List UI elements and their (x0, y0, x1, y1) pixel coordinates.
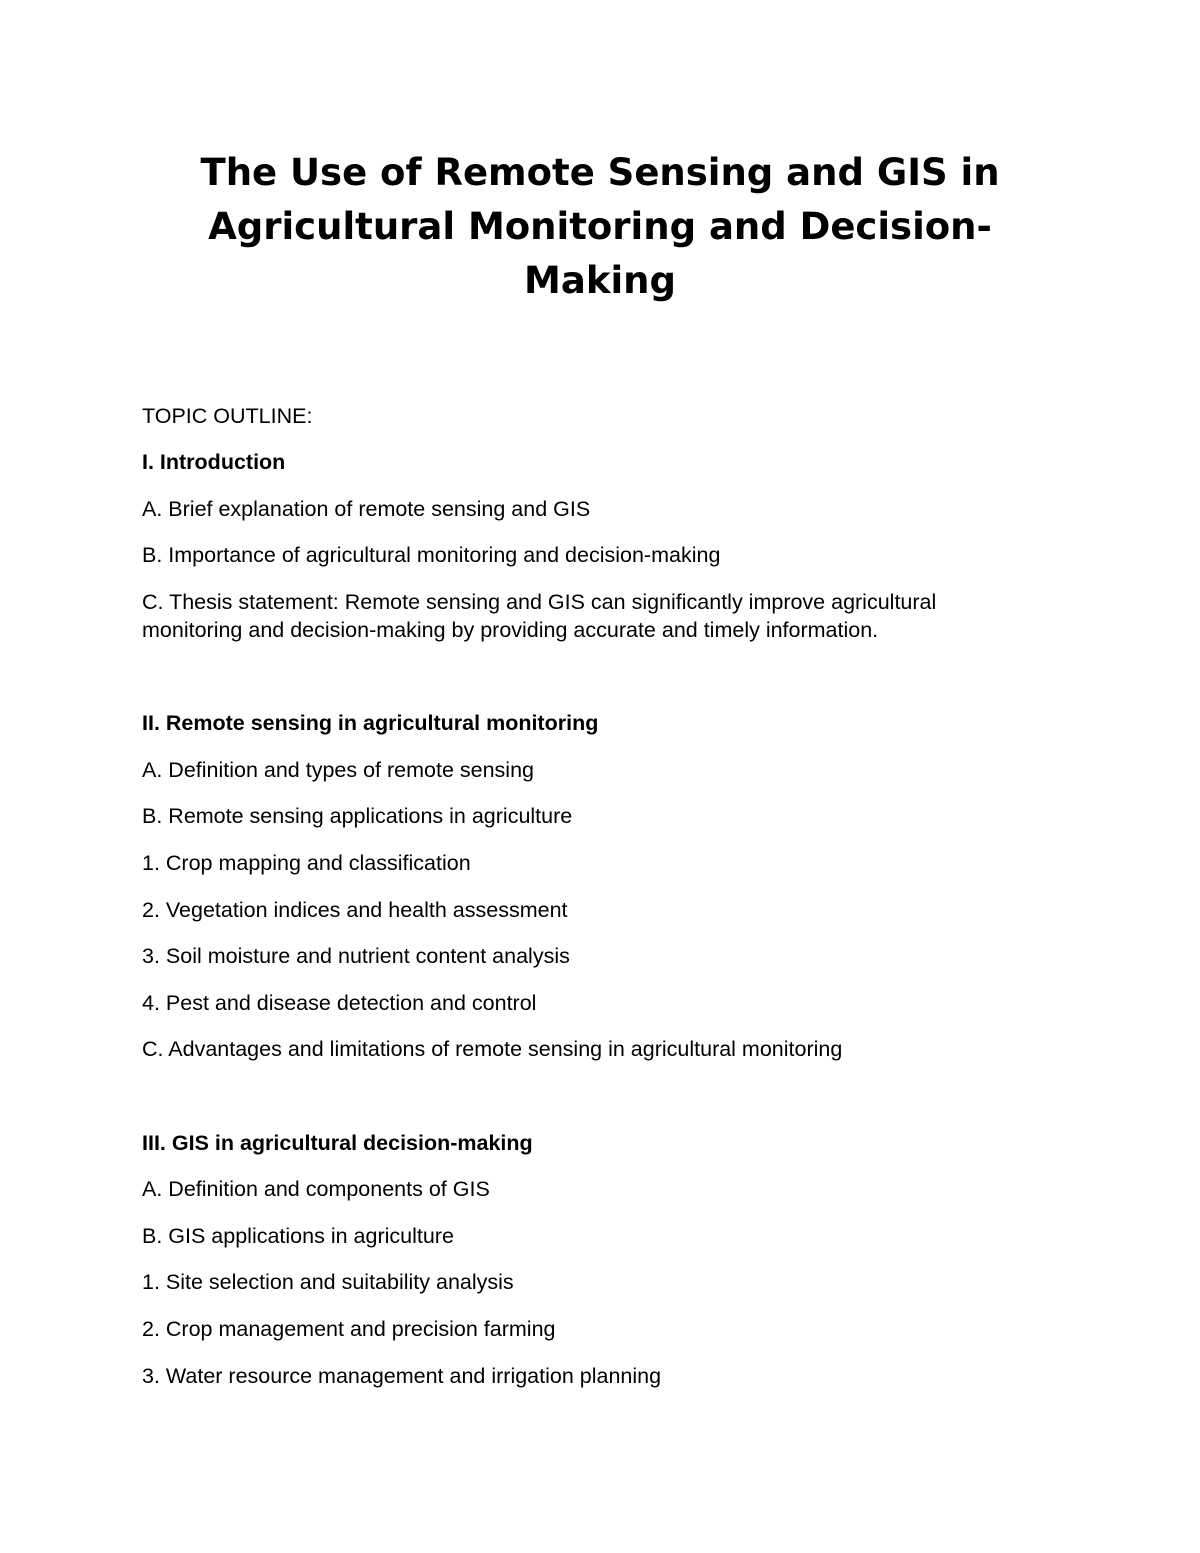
outline-item: 4. Pest and disease detection and control (142, 991, 537, 1015)
outline-item: 1. Crop mapping and classification (142, 851, 471, 875)
title-line-3: Making (524, 259, 676, 302)
title-line-1: The Use of Remote Sensing and GIS in (200, 151, 1000, 194)
outline-item: A. Definition and components of GIS (142, 1177, 490, 1201)
outline-item: A. Brief explanation of remote sensing and GIS (142, 497, 591, 521)
outline-item: B. Remote sensing applications in agriculture (142, 804, 573, 828)
outline-item: 3. Soil moisture and nutrient content analysis (142, 944, 570, 968)
outline-item: 1. Site selection and suitability analysis (142, 1270, 514, 1294)
outline-item: B. Importance of agricultural monitoring and decision-making (142, 543, 721, 567)
outline-item: 2. Crop management and precision farming (142, 1317, 556, 1341)
outline-item: C. Advantages and limitations of remote sensing in agricultural monitoring (142, 1037, 843, 1061)
outline-item: A. Definition and types of remote sensing (142, 758, 534, 782)
outline-item: B. GIS applications in agriculture (142, 1224, 454, 1248)
section-heading-introduction: I. Introduction (142, 450, 286, 474)
section-heading-gis: III. GIS in agricultural decision-making (142, 1131, 533, 1155)
section-heading-remote-sensing: II. Remote sensing in agricultural monitoring (142, 711, 599, 735)
thesis-line-1: C. Thesis statement: Remote sensing and GIS can significantly improve agricultural (142, 590, 937, 614)
outline-item: 3. Water resource management and irrigation planning (142, 1364, 662, 1388)
document-title (100, 146, 1100, 308)
outline-heading: TOPIC OUTLINE: (142, 404, 313, 428)
title-line-2: Agricultural Monitoring and Decision- (208, 205, 992, 248)
thesis-line-2: monitoring and decision-making by providing accurate and timely information. (142, 618, 879, 642)
outline-item: 2. Vegetation indices and health assessment (142, 898, 568, 922)
